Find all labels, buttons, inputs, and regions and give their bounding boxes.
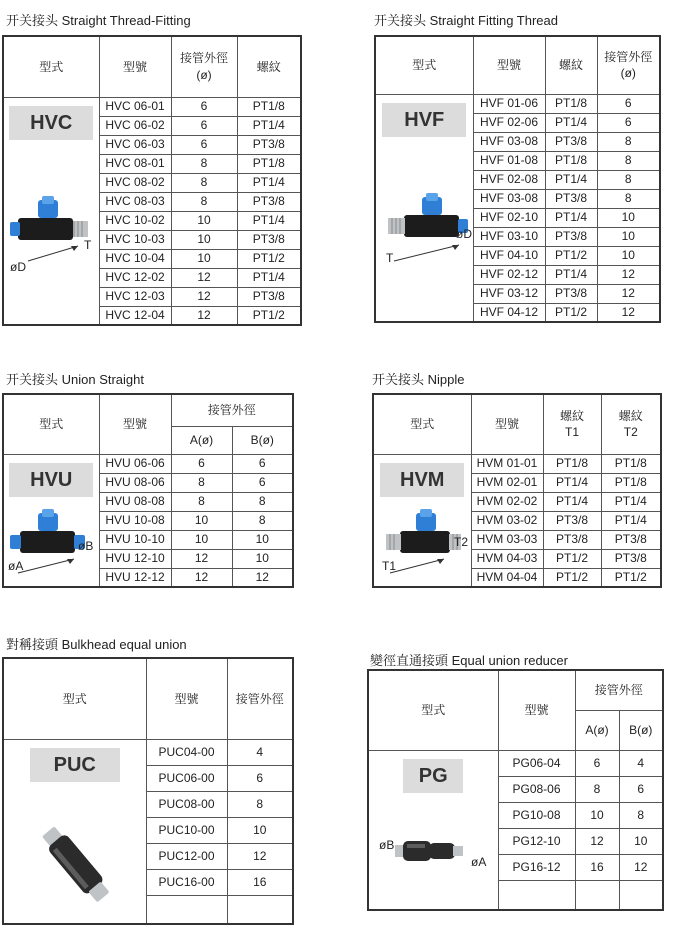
table-cell: PT3/8 [545,132,597,151]
table-cell: PT3/8 [601,530,661,549]
table-cell: HVF 04-10 [473,246,545,265]
table-cell: 4 [619,750,663,776]
table-cell: HVF 01-08 [473,151,545,170]
table-cell [498,880,575,910]
table-cell: 6 [171,454,232,473]
table-hvf [374,35,661,323]
table-cell: PT3/8 [601,549,661,568]
table-cell: PG06-04 [498,750,575,776]
table-cell: 10 [575,802,619,828]
table-cell: HVC 08-01 [99,154,171,173]
table-cell: 10 [171,211,237,230]
model-cell [3,739,146,924]
header-a: A(ø) [171,426,232,454]
model-cell [3,97,99,325]
table-cell: 12 [597,265,660,284]
table-cell: 12 [597,303,660,322]
table-cell: 8 [171,173,237,192]
table-cell: PT1/8 [237,97,301,116]
table-cell: 8 [171,473,232,492]
table-cell: PT1/4 [237,268,301,287]
table-cell: HVF 03-12 [473,284,545,303]
header-b: B(ø) [619,710,663,750]
reducer-union-image [393,831,473,871]
table-cell: PT1/4 [543,492,601,511]
table-cell: HVM 01-01 [471,454,543,473]
dim-t1-label: T1 [382,558,397,573]
dim-ob-label: øB [78,538,94,553]
table-cell [227,895,293,924]
table-cell [146,895,227,924]
model-cell [368,750,498,910]
table-cell: PT1/4 [545,208,597,227]
table-cell: 12 [171,268,237,287]
header-od: 接管外徑 [575,670,663,710]
table-cell: PG10-08 [498,802,575,828]
table-cell: HVU 08-08 [99,492,171,511]
model-badge: HVM [380,463,464,497]
table-cell: HVM 04-03 [471,549,543,568]
table-cell: 12 [171,568,232,587]
table-cell: 10 [232,530,293,549]
table-cell: HVC 08-03 [99,192,171,211]
header-od: 接管外徑 [227,658,293,739]
table-cell: 12 [619,854,663,880]
section-title-hvf: 开关接头 Straight Fitting Thread [374,13,558,28]
dim-t2-label: T2 [454,534,469,549]
table-cell: 8 [227,791,293,817]
header-type: 型式 [375,36,473,94]
table-cell: HVF 01-06 [473,94,545,113]
table-cell: 8 [171,154,237,173]
table-cell: HVF 02-10 [473,208,545,227]
model-badge: PG [403,759,463,793]
table-cell: 6 [232,454,293,473]
hand-valve-fitting-image [8,196,98,266]
header-model: 型號 [498,670,575,750]
model-cell [375,94,473,322]
dim-oa-label: øA [471,854,487,869]
table-cell: HVC 10-03 [99,230,171,249]
table-cell: 10 [171,249,237,268]
table-cell: HVF 03-10 [473,227,545,246]
header-type: 型式 [3,394,99,454]
bulkhead-union-image [40,820,110,910]
table-cell: 6 [597,113,660,132]
table-cell: PT1/4 [237,116,301,135]
table-cell: 12 [597,284,660,303]
table-cell: 8 [171,192,237,211]
header-type: 型式 [368,670,498,750]
table-cell: HVC 06-01 [99,97,171,116]
dim-t-label: T [386,250,394,265]
header-model: 型號 [471,394,543,454]
table-cell: 6 [171,116,237,135]
model-cell [3,454,99,587]
table-cell: 6 [232,473,293,492]
table-cell: 12 [171,306,237,325]
header-thread: 螺紋 [545,36,597,94]
table-cell: PG12-10 [498,828,575,854]
table-cell: PT1/2 [543,568,601,587]
table-cell: HVC 10-02 [99,211,171,230]
table-cell: HVU 10-08 [99,511,171,530]
table-cell: 6 [575,750,619,776]
table-cell: 8 [597,170,660,189]
table-cell: 12 [232,568,293,587]
table-cell: PUC12-00 [146,843,227,869]
header-thread: 螺紋 [237,36,301,97]
header-od: 接管外徑 (ø) [171,36,237,97]
table-cell: 6 [227,765,293,791]
header-type: 型式 [3,36,99,97]
table-cell: PT1/8 [601,454,661,473]
section-title-pg: 變徑直通接頭 Equal union reducer [370,653,568,668]
table-cell: PT1/2 [601,568,661,587]
table-cell: PT1/4 [237,211,301,230]
table-cell: PT3/8 [237,135,301,154]
table-cell: PT3/8 [237,287,301,306]
table-cell: 12 [171,549,232,568]
table-cell: HVU 12-12 [99,568,171,587]
table-cell: HVF 04-12 [473,303,545,322]
table-cell: PT1/4 [543,473,601,492]
table-cell: HVM 03-03 [471,530,543,549]
table-cell: 10 [171,511,232,530]
header-b: B(ø) [232,426,293,454]
header-a: A(ø) [575,710,619,750]
dim-oa-label: øA [8,558,24,573]
table-cell: PT1/4 [545,113,597,132]
table-cell: PT1/4 [237,173,301,192]
table-cell: PT1/2 [237,306,301,325]
table-cell: PT1/2 [545,246,597,265]
table-cell: 10 [597,208,660,227]
table-cell: PT3/8 [545,189,597,208]
table-cell: HVF 02-06 [473,113,545,132]
header-type: 型式 [3,658,146,739]
table-cell: PT3/8 [237,192,301,211]
table-cell: 6 [171,135,237,154]
table-cell: 16 [575,854,619,880]
header-model: 型號 [146,658,227,739]
table-cell: HVC 12-04 [99,306,171,325]
table-cell: 8 [171,492,232,511]
table-cell: PUC06-00 [146,765,227,791]
table-cell: 6 [619,776,663,802]
table-cell: PT1/8 [545,151,597,170]
table-cell: 16 [227,869,293,895]
table-cell: HVU 06-06 [99,454,171,473]
table-cell: PUC10-00 [146,817,227,843]
table-cell: PT3/8 [237,230,301,249]
table-cell: 4 [227,739,293,765]
table-cell: PUC04-00 [146,739,227,765]
table-cell: 12 [227,843,293,869]
header-od: 接管外徑 (ø) [597,36,660,94]
table-cell: PT3/8 [545,284,597,303]
table-cell: PT3/8 [545,227,597,246]
table-cell: HVC 12-03 [99,287,171,306]
model-badge: PUC [30,748,120,782]
table-cell: PUC16-00 [146,869,227,895]
table-cell: PT1/4 [545,265,597,284]
table-cell: PT1/8 [543,454,601,473]
table-cell: PG16-12 [498,854,575,880]
model-badge: HVU [9,463,93,497]
header-t1: 螺紋 T1 [543,394,601,454]
table-cell: 10 [597,246,660,265]
table-cell: PT3/8 [543,511,601,530]
table-cell: PT1/2 [543,549,601,568]
header-od: 接管外徑 [171,394,293,426]
table-cell: HVM 03-02 [471,511,543,530]
table-cell: PT1/4 [601,511,661,530]
table-cell [575,880,619,910]
table-cell: HVU 12-10 [99,549,171,568]
table-cell: HVC 06-03 [99,135,171,154]
header-t2: 螺紋 T2 [601,394,661,454]
table-cell: PT1/2 [237,249,301,268]
table-cell: HVF 02-12 [473,265,545,284]
table-cell: 10 [232,549,293,568]
table-cell: HVC 08-02 [99,173,171,192]
header-type: 型式 [373,394,471,454]
table-pg [367,669,664,911]
table-cell [619,880,663,910]
table-cell: 8 [619,802,663,828]
table-cell: HVF 03-08 [473,132,545,151]
dim-od-label: øD [10,259,26,274]
header-model: 型號 [99,36,171,97]
section-title-puc: 對稱接頭 Bulkhead equal union [6,637,187,652]
section-title-hvc: 开关接头 Straight Thread-Fitting [6,13,191,28]
dim-od-label: øD [456,226,472,241]
table-cell: HVF 02-08 [473,170,545,189]
table-cell: HVC 06-02 [99,116,171,135]
table-cell: 8 [597,189,660,208]
dim-t-label: T [84,237,92,252]
table-cell: 10 [597,227,660,246]
table-cell: 6 [171,97,237,116]
model-badge: HVC [9,106,93,140]
model-cell [373,454,471,587]
model-badge: HVF [382,103,466,137]
table-cell: HVF 03-08 [473,189,545,208]
table-cell: PUC08-00 [146,791,227,817]
table-cell: 6 [597,94,660,113]
table-cell: 8 [575,776,619,802]
header-model: 型號 [99,394,171,454]
table-cell: 8 [232,511,293,530]
table-cell: PT1/4 [545,170,597,189]
section-title-hvm: 开关接头 Nipple [372,372,465,387]
table-cell: HVM 02-01 [471,473,543,492]
table-puc [2,657,294,925]
header-model: 型號 [473,36,545,94]
table-cell: 8 [232,492,293,511]
table-cell: HVC 12-02 [99,268,171,287]
table-hvm [372,393,662,588]
table-hvu [2,393,294,588]
table-cell: PT1/2 [545,303,597,322]
table-cell: PT3/8 [543,530,601,549]
dim-ob-label: øB [379,837,395,852]
section-title-hvu: 开关接头 Union Straight [6,372,144,387]
table-cell: 10 [171,530,232,549]
table-cell: 8 [597,151,660,170]
table-cell: 12 [575,828,619,854]
table-cell: HVU 10-10 [99,530,171,549]
table-cell: HVU 08-06 [99,473,171,492]
table-cell: 10 [171,230,237,249]
table-cell: PT1/8 [545,94,597,113]
table-cell: 12 [171,287,237,306]
table-cell: PT1/4 [601,492,661,511]
table-cell: HVM 04-04 [471,568,543,587]
table-cell: 10 [227,817,293,843]
table-cell: 8 [597,132,660,151]
table-cell: 10 [619,828,663,854]
table-cell: PT1/8 [237,154,301,173]
table-cell: HVC 10-04 [99,249,171,268]
table-cell: HVM 02-02 [471,492,543,511]
table-cell: PG08-06 [498,776,575,802]
table-hvc [2,35,302,326]
table-cell: PT1/8 [601,473,661,492]
